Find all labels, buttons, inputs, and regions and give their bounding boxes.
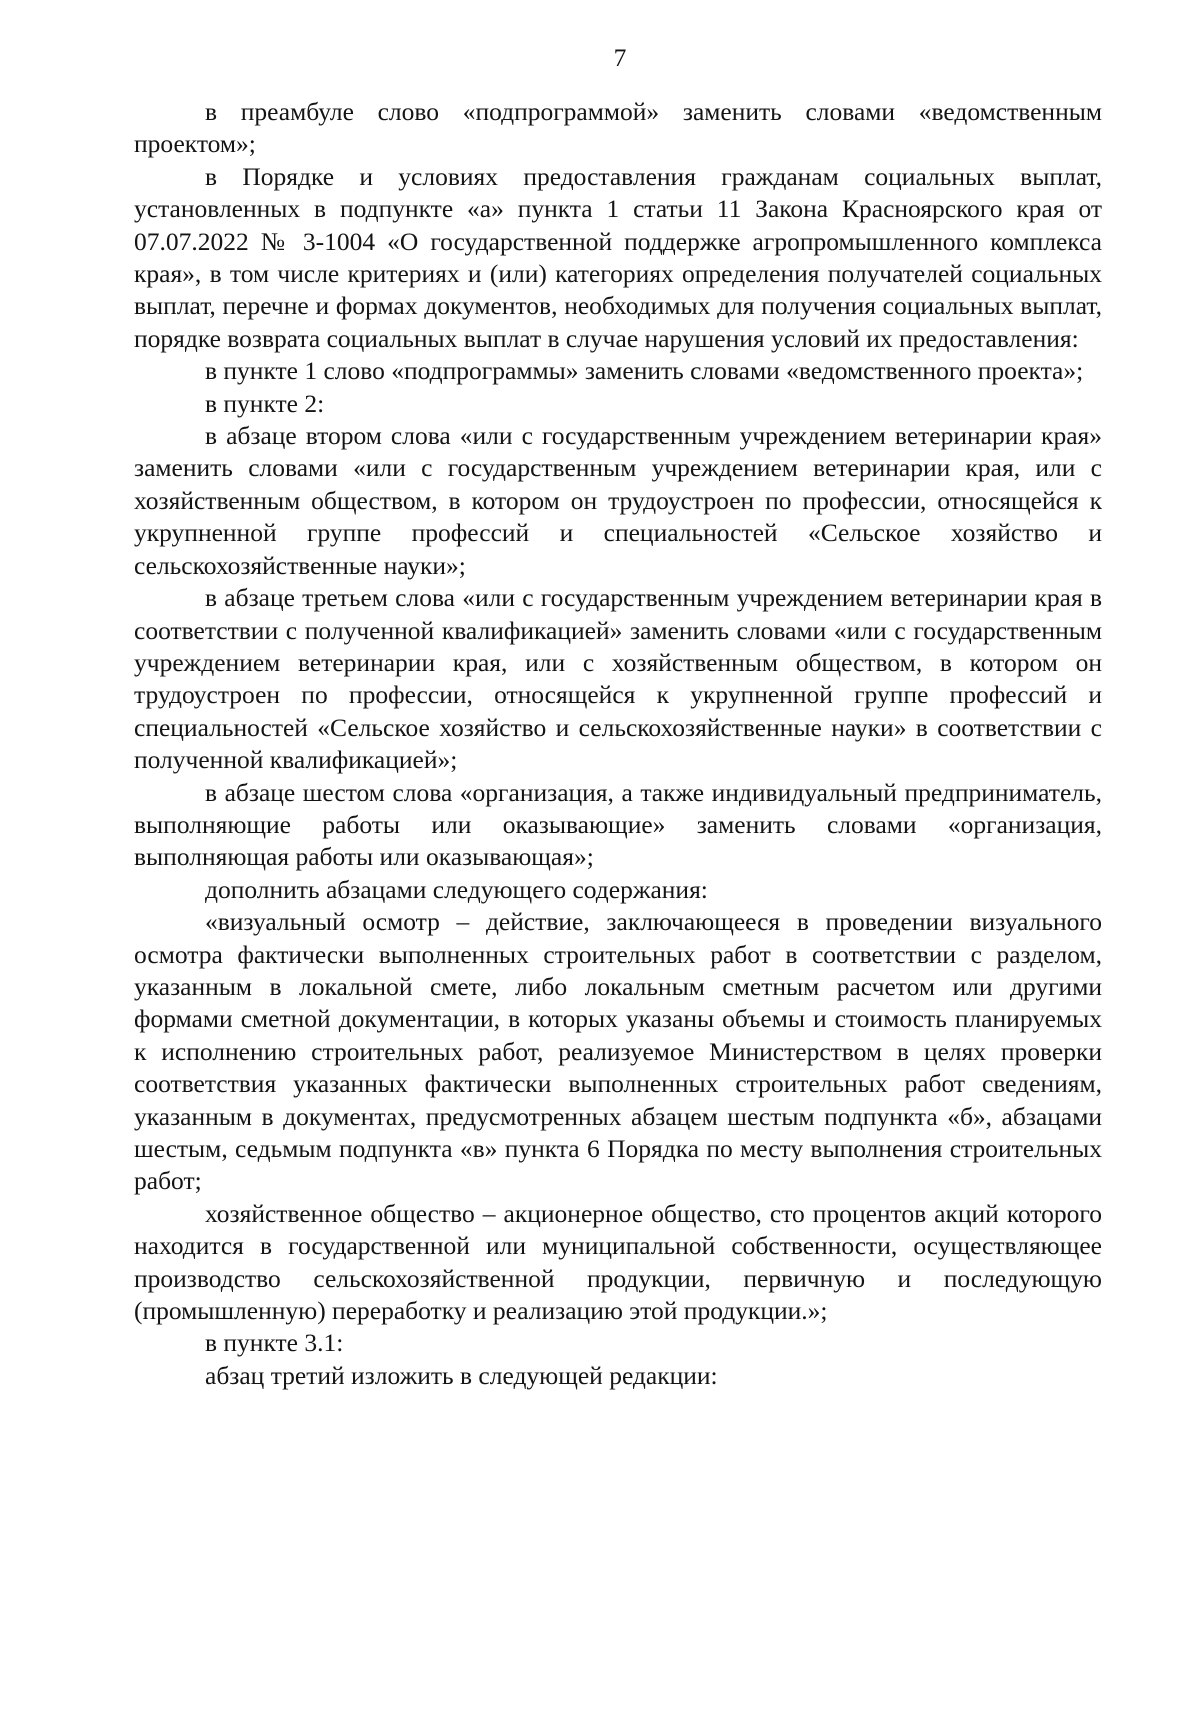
- paragraph: в преамбуле слово «подпрограммой» заменить словами «ведомственным проектом»;: [134, 97, 1102, 159]
- document-body: [134, 96, 1102, 1392]
- paragraph: в абзаце третьем слова «или с государственным учреждением ветеринарии края в соответствии с полученной квалификацией» заменить словами «или с государственным учреждением ветеринарии края, или с хозяйственным обществом, в котором он трудоустроен по профессии, относящейся к укрупненной группе профессий и специальностей «Сельское хозяйство и сельскохозяйственные науки» в соответствии с полученной квалификацией»;: [134, 583, 1102, 775]
- paragraph: в пункте 2:: [205, 388, 325, 418]
- paragraph: абзац третий изложить в следующей редакции:: [205, 1360, 718, 1390]
- paragraph: «визуальный осмотр – действие, заключающееся в проведении визуального осмотра фактически выполненных строительных работ в соответствии с разделом, указанным в локальной смете, либо локальным сметным расчетом или другими формами сметной документации, в которых указаны объемы и стоимость планируемых к исполнению строительных работ, реализуемое Министерством в целях проверки соответствия указанных фактически выполненных строительных работ сведениям, указанным в документах, предусмотренных абзацем шестым подпункта «б», абзацами шестым, седьмым подпункта «в» пункта 6 Порядка по месту выполнения строительных работ;: [134, 907, 1102, 1196]
- paragraph: дополнить абзацами следующего содержания:: [205, 874, 708, 904]
- paragraph: хозяйственное общество – акционерное общество, сто процентов акций которого находится в государственной или муниципальной собственности, осуществляющее производство сельскохозяйственной продукции, первичную и последующую (промышленную) переработку и реализацию этой продукции.»;: [134, 1198, 1102, 1326]
- paragraph: в пункте 1 слово «подпрограммы» заменить словами «ведомственного проекта»;: [205, 356, 1084, 386]
- page-number: 7: [613, 43, 627, 72]
- paragraph: в абзаце втором слова «или с государственным учреждением ветеринарии края» заменить словами «или с государственным учреждением ветеринарии края, или с хозяйственным обществом, в котором он трудоустроен по профессии, относящейся к укрупненной группе профессий и специальностей «Сельское хозяйство и сельскохозяйственные науки»;: [134, 421, 1102, 580]
- paragraph: в Порядке и условиях предоставления гражданам социальных выплат, установленных в подпункте «а» пункта 1 статьи 11 Закона Красноярского края от 07.07.2022 № 3-1004 «О государственной поддержке агропромышленного комплекса края», в том числе критериях и (или) категориях определения получателей социальных выплат, перечне и формах документов, необходимых для получения социальных выплат, порядке возврата социальных выплат в случае нарушения условий их предоставления:: [134, 161, 1102, 353]
- paragraph: в пункте 3.1:: [205, 1328, 344, 1358]
- paragraph: в абзаце шестом слова «организация, а также индивидуальный предприниматель, выполняющие работы или оказывающие» заменить словами «организация, выполняющая работы или оказывающая»;: [134, 777, 1102, 872]
